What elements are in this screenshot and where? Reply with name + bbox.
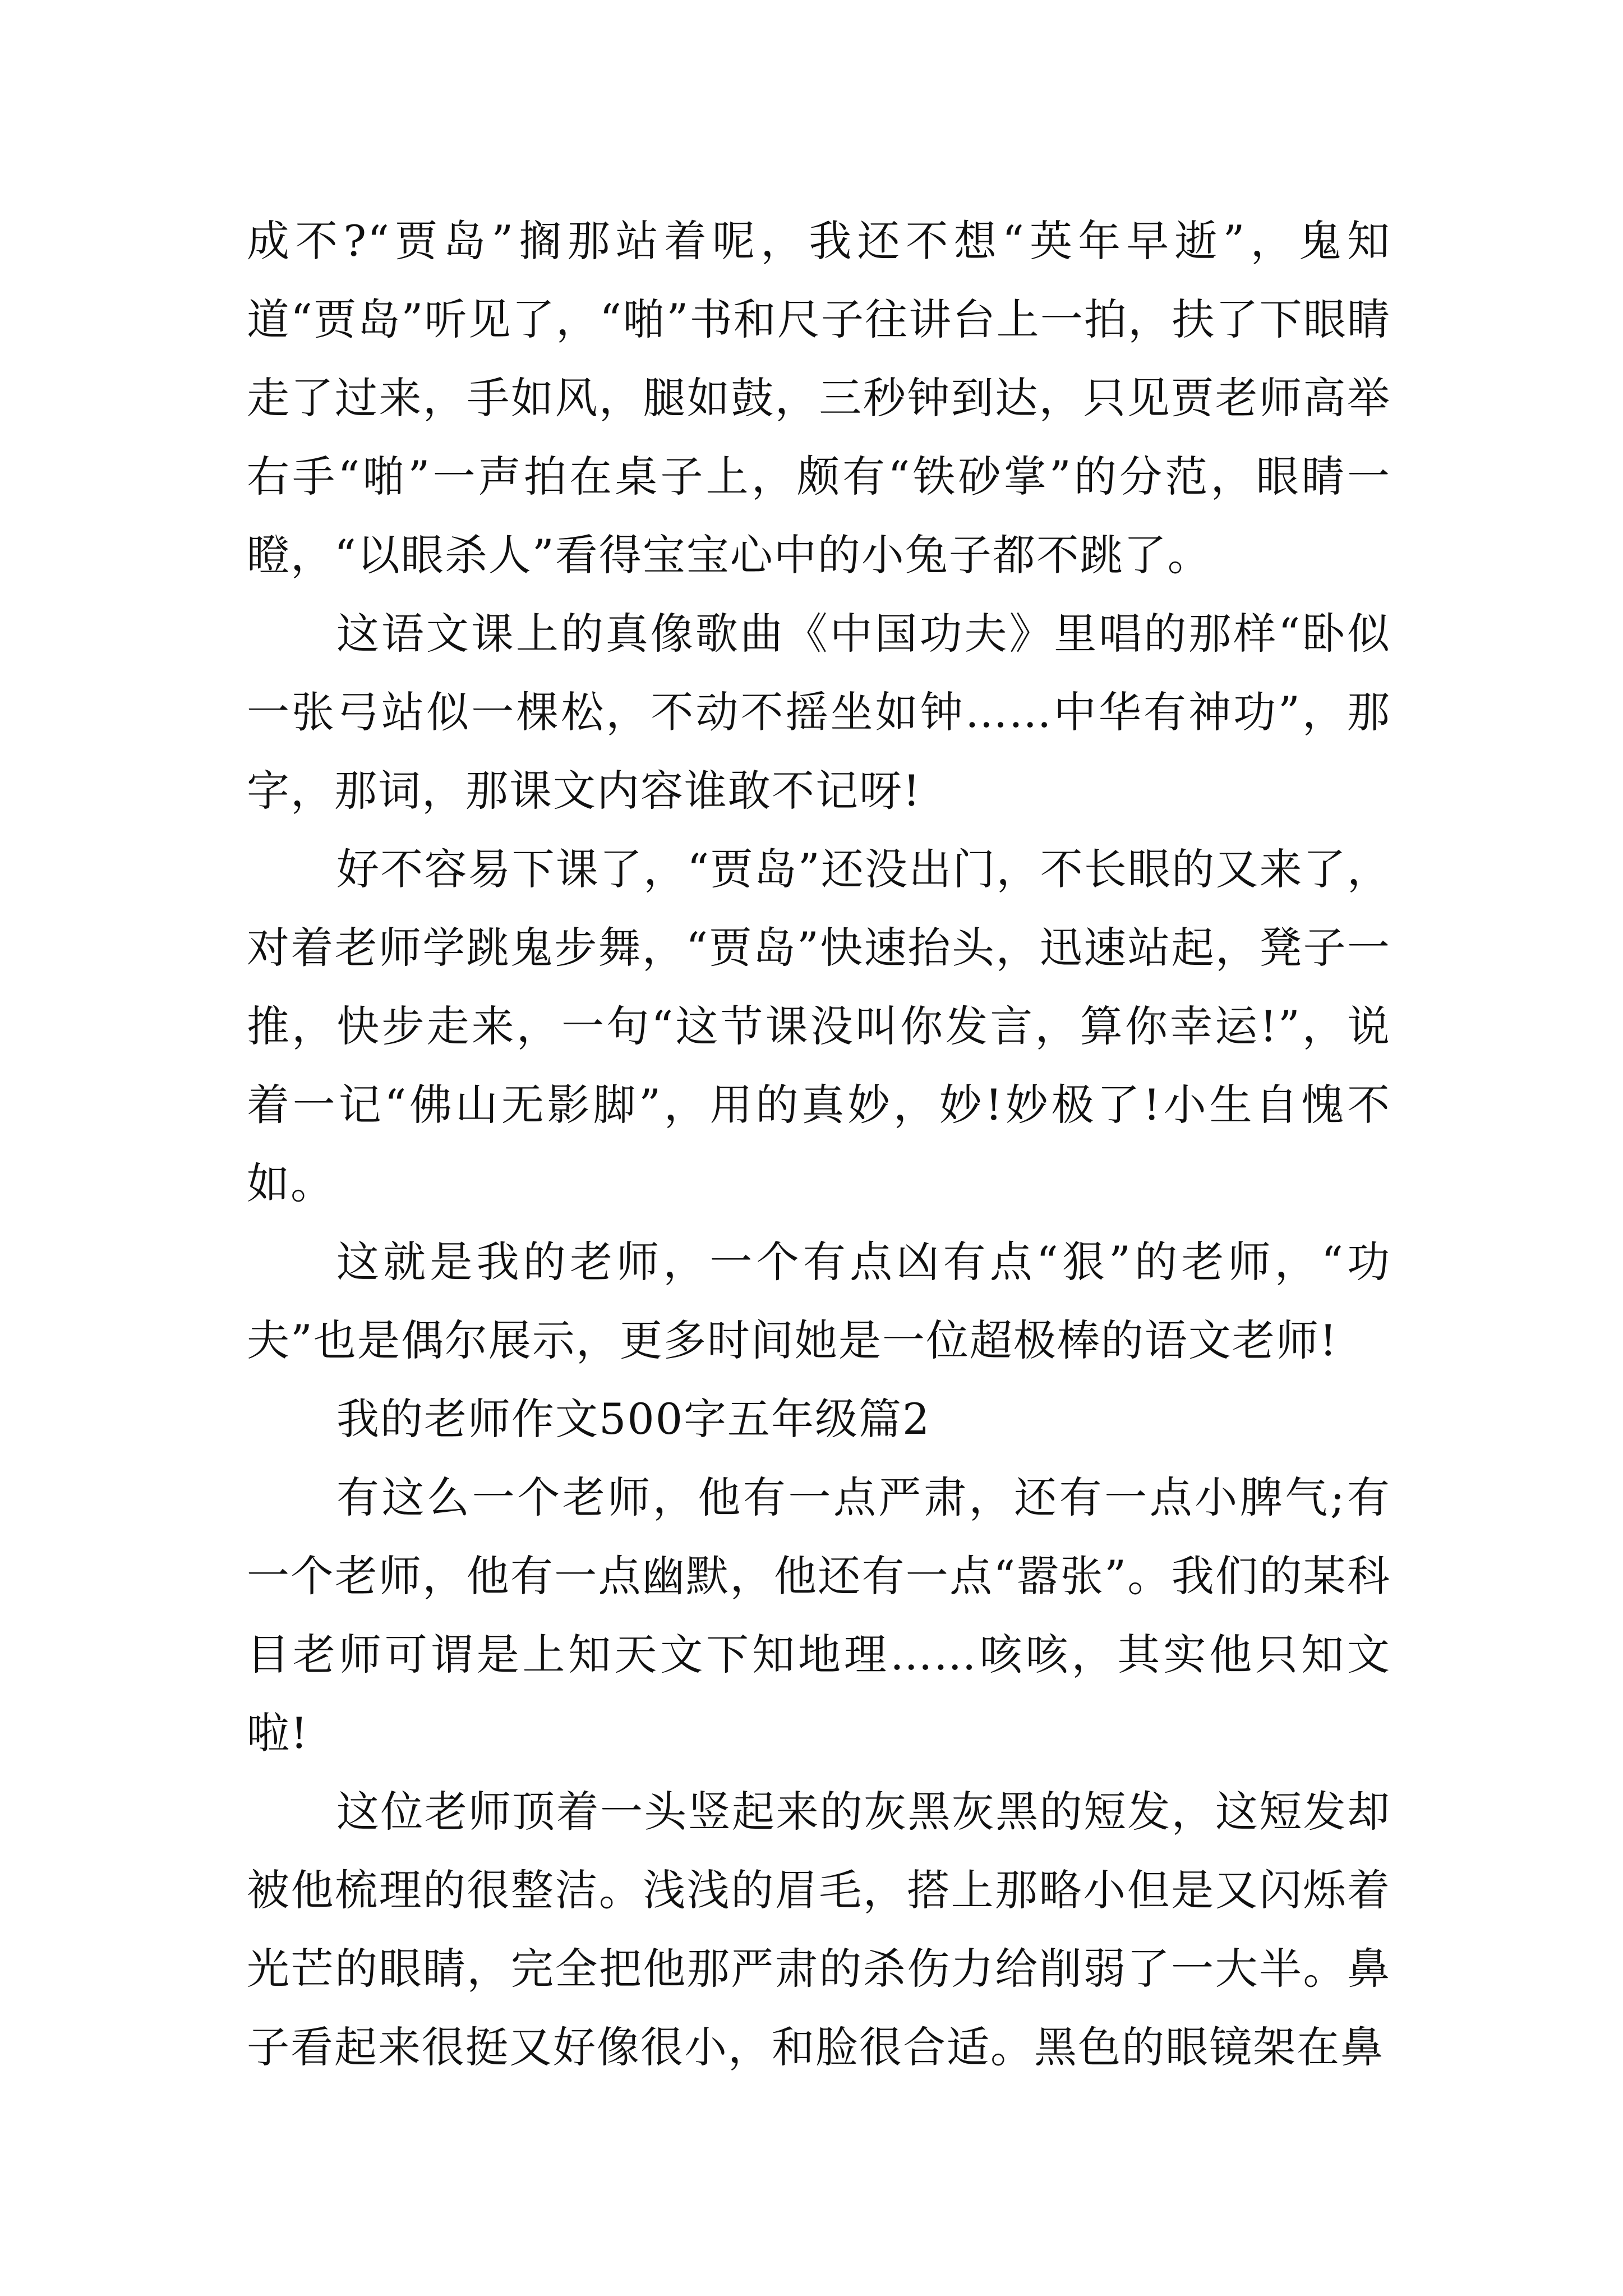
paragraph-1: 成不?“贾岛”搁那站着呢，我还不想“英年早逝”，鬼知道“贾岛”听见了，“啪”书和尺子往讲台上一拍，扶了下眼睛走了过来，手如风，腿如鼓，三秒钟到达，只见贾老师高举右手“啪”一声拍在桌子上，颇有“铁砂掌”的分范，眼睛一瞪，“以眼杀人”看得宝宝心中的小兔子都不跳了。 — [247, 216, 1391, 580]
paragraph-5: 有这么一个老师，他有一点严肃，还有一点小脾气;有一个老师，他有一点幽默，他还有一点“嚣张”。我们的某科目老师可谓是上知天文下知地理……咳咳，其实他只知文啦! — [247, 1473, 1391, 1758]
paragraph-3: 好不容易下课了，“贾岛”还没出门，不长眼的又来了，对着老师学跳鬼步舞，“贾岛”快速抬头，迅速站起，凳子一推，快步走来，一句“这节课没叫你发言，算你幸运!”，说着一记“佛山无影脚”，用的真妙，妙!妙极了!小生自愧不如。 — [247, 844, 1391, 1208]
section-heading: 我的老师作文500字五年级篇2 — [336, 1394, 931, 1444]
article-body — [247, 202, 1391, 2087]
paragraph-4: 这就是我的老师，一个有点凶有点“狠”的老师，“功夫”也是偶尔展示，更多时间她是一位超极棒的语文老师! — [247, 1237, 1391, 1365]
paragraph-6: 这位老师顶着一头竖起来的灰黑灰黑的短发，这短发却被他梳理的很整洁。浅浅的眉毛，搭上那略小但是又闪烁着光芒的眼睛，完全把他那严肃的杀伤力给削弱了一大半。鼻子看起来很挺又好像很小，和脸很合适。黑色的眼镜架在鼻 — [247, 1787, 1391, 2072]
paragraph-2: 这语文课上的真像歌曲《中国功夫》里唱的那样“卧似一张弓站似一棵松，不动不摇坐如钟……中华有神功”，那字，那词，那课文内容谁敢不记呀! — [247, 609, 1391, 816]
